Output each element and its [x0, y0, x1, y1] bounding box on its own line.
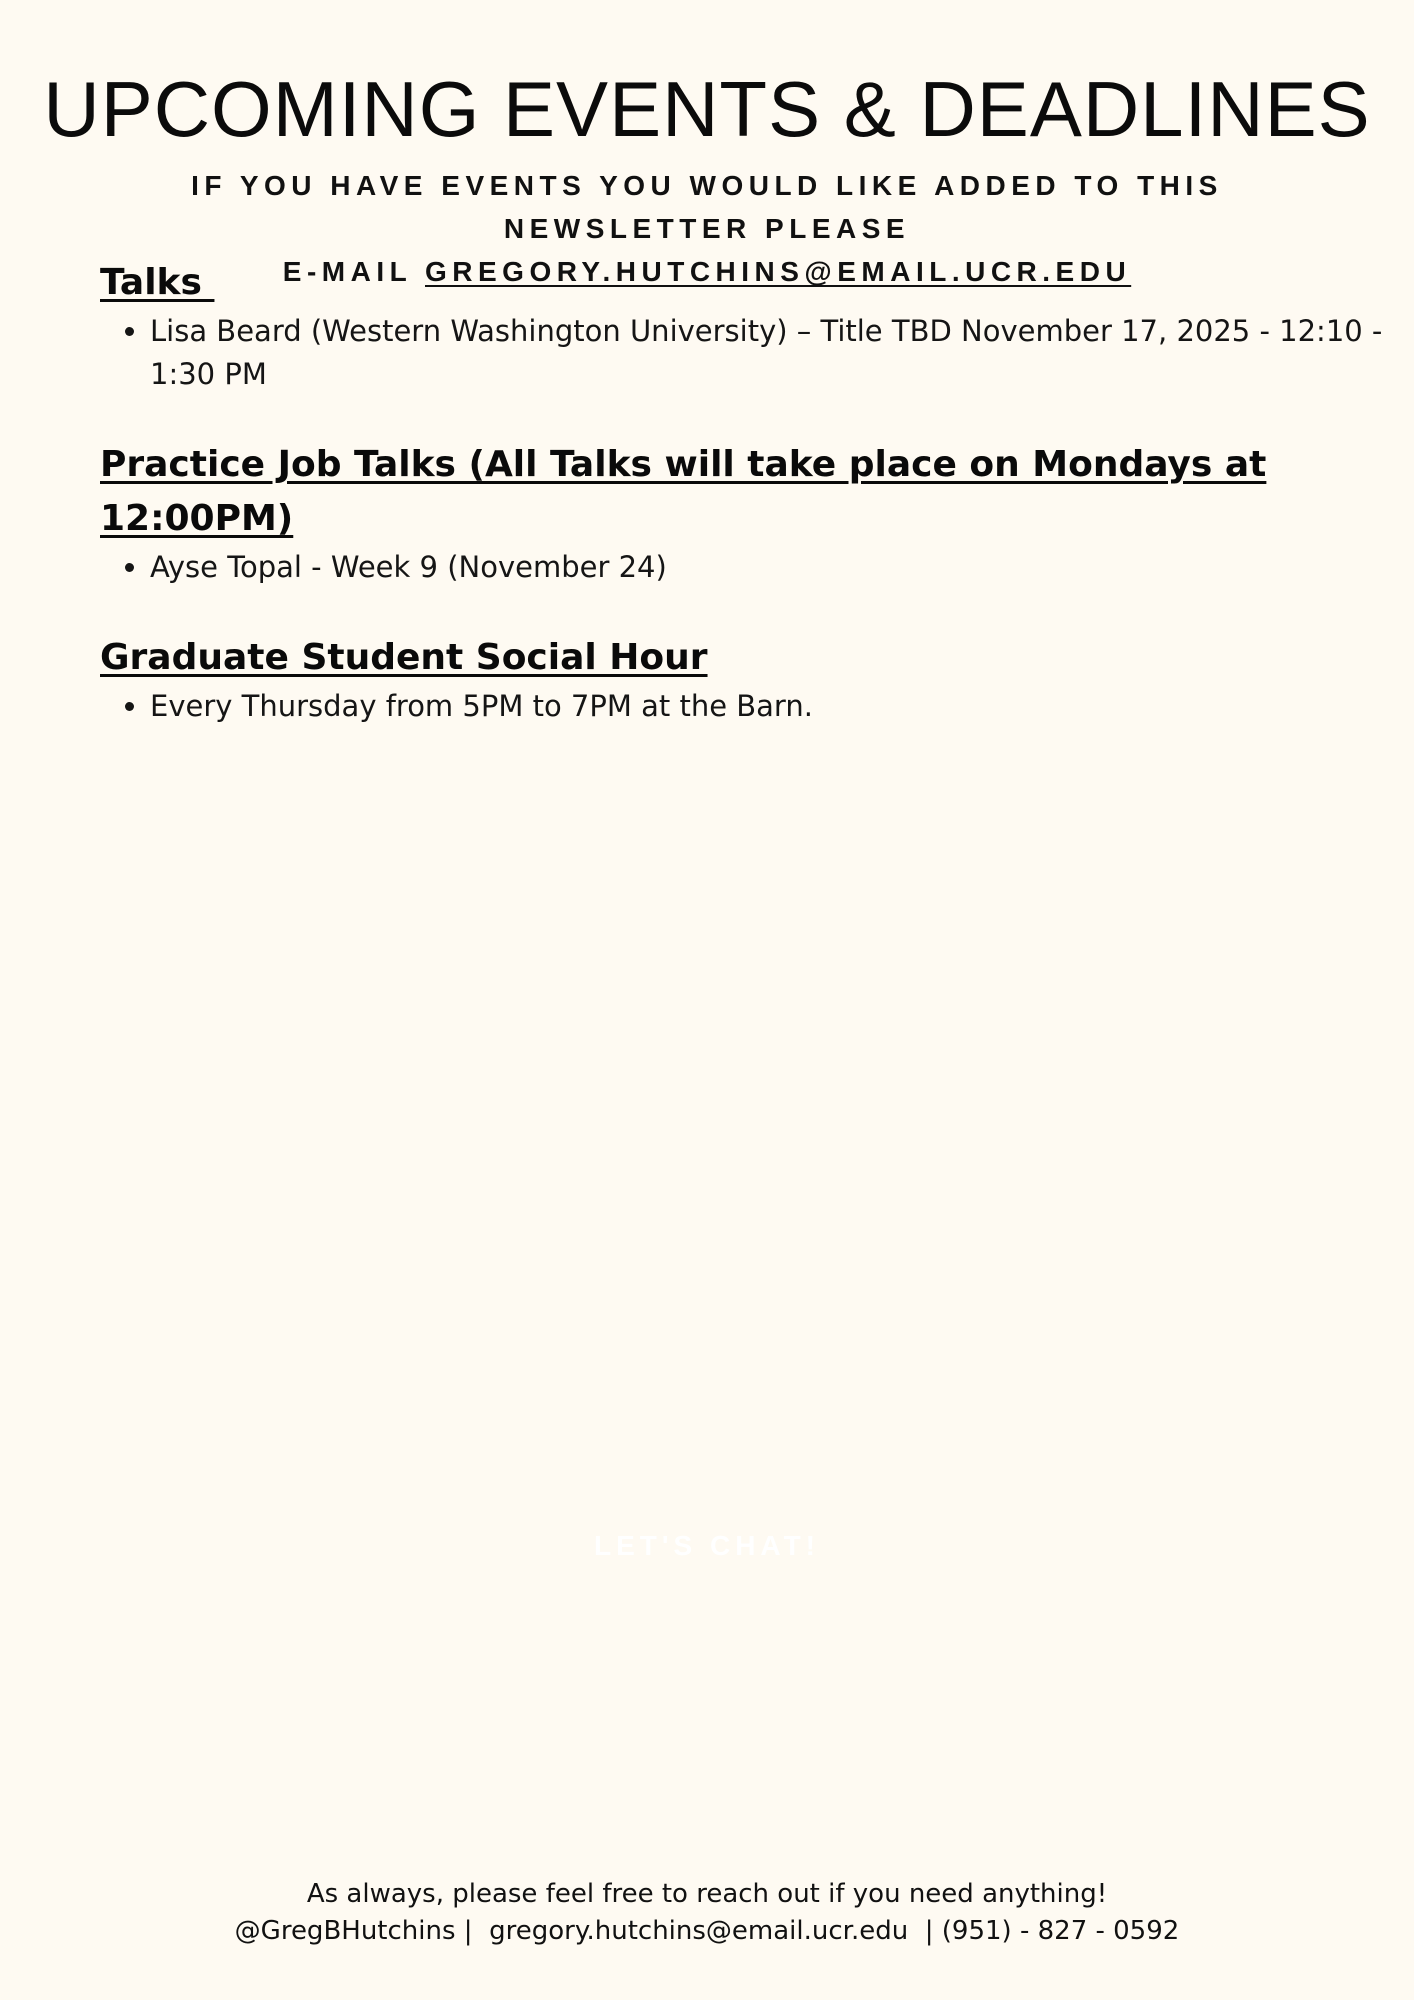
lets-chat-label: LET'S CHAT!	[593, 1530, 820, 1561]
list-item: • Ayse Topal - Week 9 (November 24)	[150, 546, 1390, 589]
footer-phone[interactable]: (951) - 827 - 0592	[941, 1916, 1180, 1946]
practice-job-talks-list	[100, 546, 1390, 589]
practice-job-talks-heading: Practice Job Talks (All Talks will take place on Mondays at 12:00PM)	[100, 444, 1267, 539]
talks-heading: Talks	[100, 262, 215, 303]
footer-email[interactable]: gregory.hutchins@email.ucr.edu	[489, 1916, 909, 1946]
list-item: • Every Thursday from 5PM to 7PM at the Barn.	[150, 685, 1390, 728]
social-handle[interactable]: @GregBHutchins	[234, 1916, 456, 1946]
footer-message: As always, please feel free to reach out if you need anything!	[306, 1879, 1108, 1909]
submission-email-link[interactable]: GREGORY.HUTCHINS@EMAIL.UCR.EDU	[425, 256, 1132, 287]
social-hour-heading: Graduate Student Social Hour	[100, 637, 708, 678]
footer-separator: |	[455, 1916, 490, 1946]
list-item: • Lisa Beard (Western Washington University) – Title TBD November 17, 2025 - 12:10 - 1:30 PM	[150, 310, 1390, 396]
events-content	[100, 256, 1390, 728]
social-hour-section	[100, 631, 1390, 728]
practice-job-talks-section	[100, 438, 1390, 589]
submission-note-prefix: E-MAIL	[282, 256, 425, 287]
social-hour-list	[100, 685, 1390, 728]
page-title: UPCOMING EVENTS & DEADLINES	[43, 65, 1371, 153]
talks-list	[100, 310, 1390, 396]
submission-note-line1: IF YOU HAVE EVENTS YOU WOULD LIKE ADDED TO THIS NEWSLETTER PLEASE	[191, 170, 1223, 244]
footer-separator: |	[908, 1916, 942, 1946]
footer-contact-line	[0, 1913, 1414, 1950]
footer	[0, 1876, 1414, 1950]
talks-section	[100, 256, 1390, 396]
